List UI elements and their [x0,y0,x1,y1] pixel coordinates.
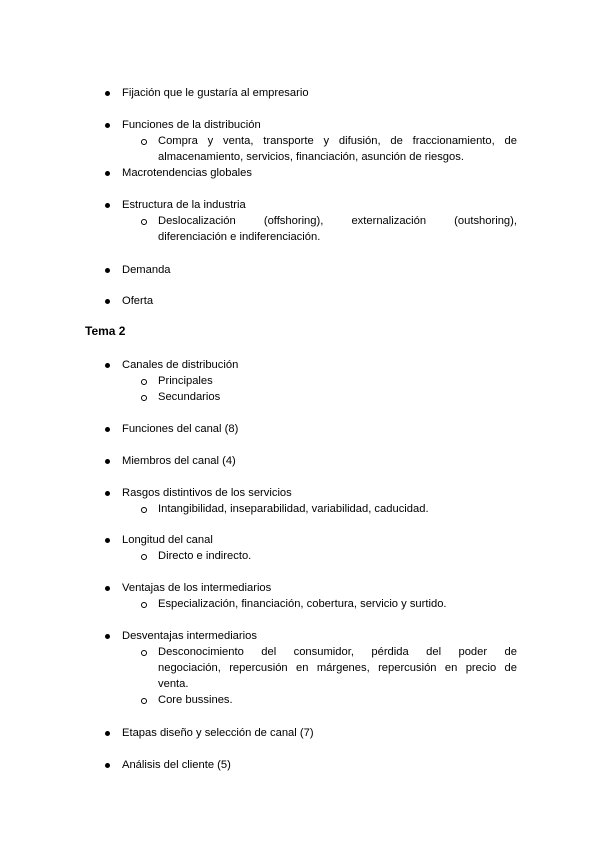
sub-item-funciones-line2: almacenamiento, servicios, financiación, asunción de riesgos. [158,151,464,163]
bullet-icon [105,268,110,273]
bullet-icon [105,538,110,543]
list-item-etapas: Etapas diseño y selección de canal (7) [122,727,314,739]
list-item-miembros: Miembros del canal (4) [122,455,236,467]
sub-bullet-icon [141,139,147,145]
bullet-icon [105,91,110,96]
sub-item-principales: Principales [158,375,213,387]
list-item-fijacion: Fijación que le gustaría al empresario [122,87,309,99]
sub-bullet-icon [141,379,147,385]
bullet-icon [105,763,110,768]
list-item-rasgos: Rasgos distintivos de los servicios [122,487,292,499]
sub-bullet-icon [141,395,147,401]
sub-item-ventajas: Especialización, financiación, cobertura, servicio y surtido. [158,598,447,610]
sub-item-estructura-line1: Deslocalización (offshoring), externalización (outshoring), [158,215,517,227]
sub-bullet-icon [141,554,147,560]
list-item-funciones-canal: Funciones del canal (8) [122,423,239,435]
sub-item-desventajas-line3: venta. [158,678,189,690]
list-item-funciones-distribucion: Funciones de la distribución [122,119,261,131]
section-heading: Tema 2 [85,324,126,338]
sub-bullet-icon [141,507,147,513]
list-item-demanda: Demanda [122,264,171,276]
bullet-icon [105,586,110,591]
list-item-analisis: Análisis del cliente (5) [122,759,231,771]
sub-item-core: Core bussines. [158,694,233,706]
bullet-icon [105,634,110,639]
bullet-icon [105,459,110,464]
sub-bullet-icon [141,650,147,656]
bullet-icon [105,491,110,496]
bullet-icon [105,203,110,208]
bullet-icon [105,363,110,368]
sub-bullet-icon [141,602,147,608]
list-item-oferta: Oferta [122,295,154,307]
list-item-desventajas: Desventajas intermediarios [122,630,257,642]
bullet-icon [105,123,110,128]
bullet-icon [105,731,110,736]
list-item-estructura: Estructura de la industria [122,199,246,211]
list-item-canales: Canales de distribución [122,359,239,371]
sub-bullet-icon [141,219,147,225]
sub-item-estructura-line2: diferenciación e indiferenciación. [158,231,321,243]
list-item-longitud: Longitud del canal [122,534,213,546]
sub-item-rasgos: Intangibilidad, inseparabilidad, variabilidad, caducidad. [158,503,429,515]
sub-item-funciones-line1: Compra y venta, transporte y difusión, de fraccionamiento, de [158,135,517,147]
list-item-macrotendencias: Macrotendencias globales [122,167,252,179]
sub-item-desventajas-line2: negociación, repercusión en márgenes, repercusión en precio de [158,662,517,674]
bullet-icon [105,171,110,176]
sub-bullet-icon [141,698,147,704]
list-item-ventajas: Ventajas de los intermediarios [122,582,272,594]
bullet-icon [105,427,110,432]
bullet-icon [105,299,110,304]
sub-item-secundarios: Secundarios [158,391,221,403]
sub-item-desventajas-line1: Desconocimiento del consumidor, pérdida del poder de [158,646,517,658]
sub-item-longitud: Directo e indirecto. [158,550,252,562]
